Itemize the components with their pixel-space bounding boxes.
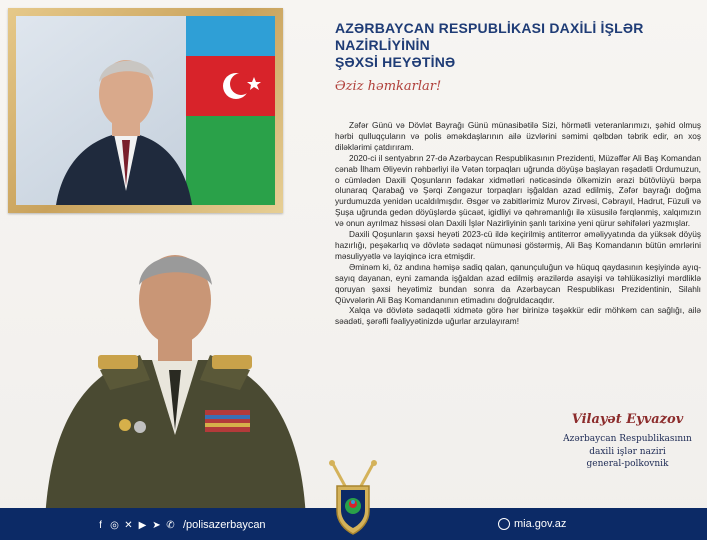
title-line-1: AZƏRBAYCAN RESPUBLİKASI DAXİLİ İŞLƏR NAZİRLİYİNİN [335,20,644,53]
paragraph: Əminəm ki, öz andına həmişə sadiq qalan, qanunçuluğun və hüquq qaydasının keşiyində ayıq-sayıq dayanan, eyni zamanda işğaldan azad edilmiş ərazilərdə asayişi və təhlükəsizliyi mərdliklə qoruyan şəxsi heyətimiz bundan sonra da Azərbaycan Respublikası Prezidentinin, Silahlı Qüvvələrin Ali Baş Komandanının etimadını doğruldacaqdır. [335,261,701,305]
social-links [95,519,266,531]
signatory-title-2: daxili işlər naziri [589,446,666,457]
signatory-title-1: Azərbaycan Respublikasının [563,434,692,444]
globe-icon [498,518,510,530]
x-icon[interactable]: ✕ [124,519,133,531]
paragraph: 2020-ci il sentyabrın 27-də Azərbaycan Respublikasının Prezidenti, Müzəffər Ali Baş Komandan cənab İlham Əliyevin rəhbərliyi ilə Vətən torpaqları uğrunda döyüşə başlayan rəşadətli Ordumuzun, o cümlədən Daxili Qoşunların fədakar xidmətləri nəticəsində ölkəmizin ərazi bütövlüyü bərpa olunaraq Qarabağ və Şərqi Zəngəzur torpaqları işğaldan azad edilmiş, Zəfər bayrağı doğma yurdumuzda yenidən ucaldılmışdır. Əsgər və zabitlərimiz Murov Zirvəsi, Cəbrayıl, Hadrut, Füzuli və Şuşa uğrunda gedən döyüşlərdə şücaət, igidliyi və qəhrəmanlığı ilə xüsusilə fərqlənmiş, xalqımızın və onun ayrılmaz hissəsi olan Daxili İşlər Nazirliyinin şanlı tarixinə yeni qürur səhifələri yazmışlar. [335,152,701,229]
youtube-icon[interactable]: ▶ [138,519,147,531]
paragraph: Daxili Qoşunların şəxsi heyəti 2023-cü ildə keçirilmiş antiterror əməliyyatında da yüksək döyüş hazırlığı, peşəkarlıq və dövlətə sədaqət nümunəsi göstərmiş, Ali Baş Komandanın bütün əmrlərini məsuliyyətlə və layiqincə icra etmişdir. [335,229,701,261]
minister-portrait [40,230,310,520]
telegram-icon[interactable]: ➤ [152,519,161,531]
website-text[interactable]: mia.gov.az [514,518,567,530]
signatory-name: Vilayət Eyvazov [571,412,684,427]
letter-title [335,20,695,71]
instagram-icon[interactable]: ◎ [110,519,119,531]
whatsapp-icon[interactable]: ✆ [166,519,175,531]
portrait-photo [16,16,275,205]
signatory-title-3: general-polkovnik [586,459,669,469]
paragraph: Zəfər Günü və Dövlət Bayrağı Günü münasibətilə Sizi, hörmətli veteranlarımızı, şəhid olmuş hərbi qulluqçuların və polis əməkdaşlarının ailə üzvlərini səmimi qəlbdən təbrik edir, ən xoş diləklərimi çatdırıram. [335,120,701,152]
paragraph: Xalqa və dövlətə sədaqətli xidmətə görə hər birinizə təşəkkür edir möhkəm can sağlığı, ailə səadəti, şərəfli fəaliyyətinizdə uğurlar arzulayıram! [335,305,701,327]
signature-block [555,412,700,471]
facebook-icon[interactable]: f [99,519,102,531]
greeting: Əziz həmkarlar! [335,79,442,94]
website-link[interactable] [498,518,566,530]
police-emblem-icon [323,456,383,536]
portrait-image [16,16,275,205]
social-handle[interactable]: /polisazerbaycan [183,519,266,531]
portrait-frame [8,8,283,213]
title-line-2: ŞƏXSİ HEYƏTİNƏ [335,54,456,70]
letter-body [335,120,701,327]
